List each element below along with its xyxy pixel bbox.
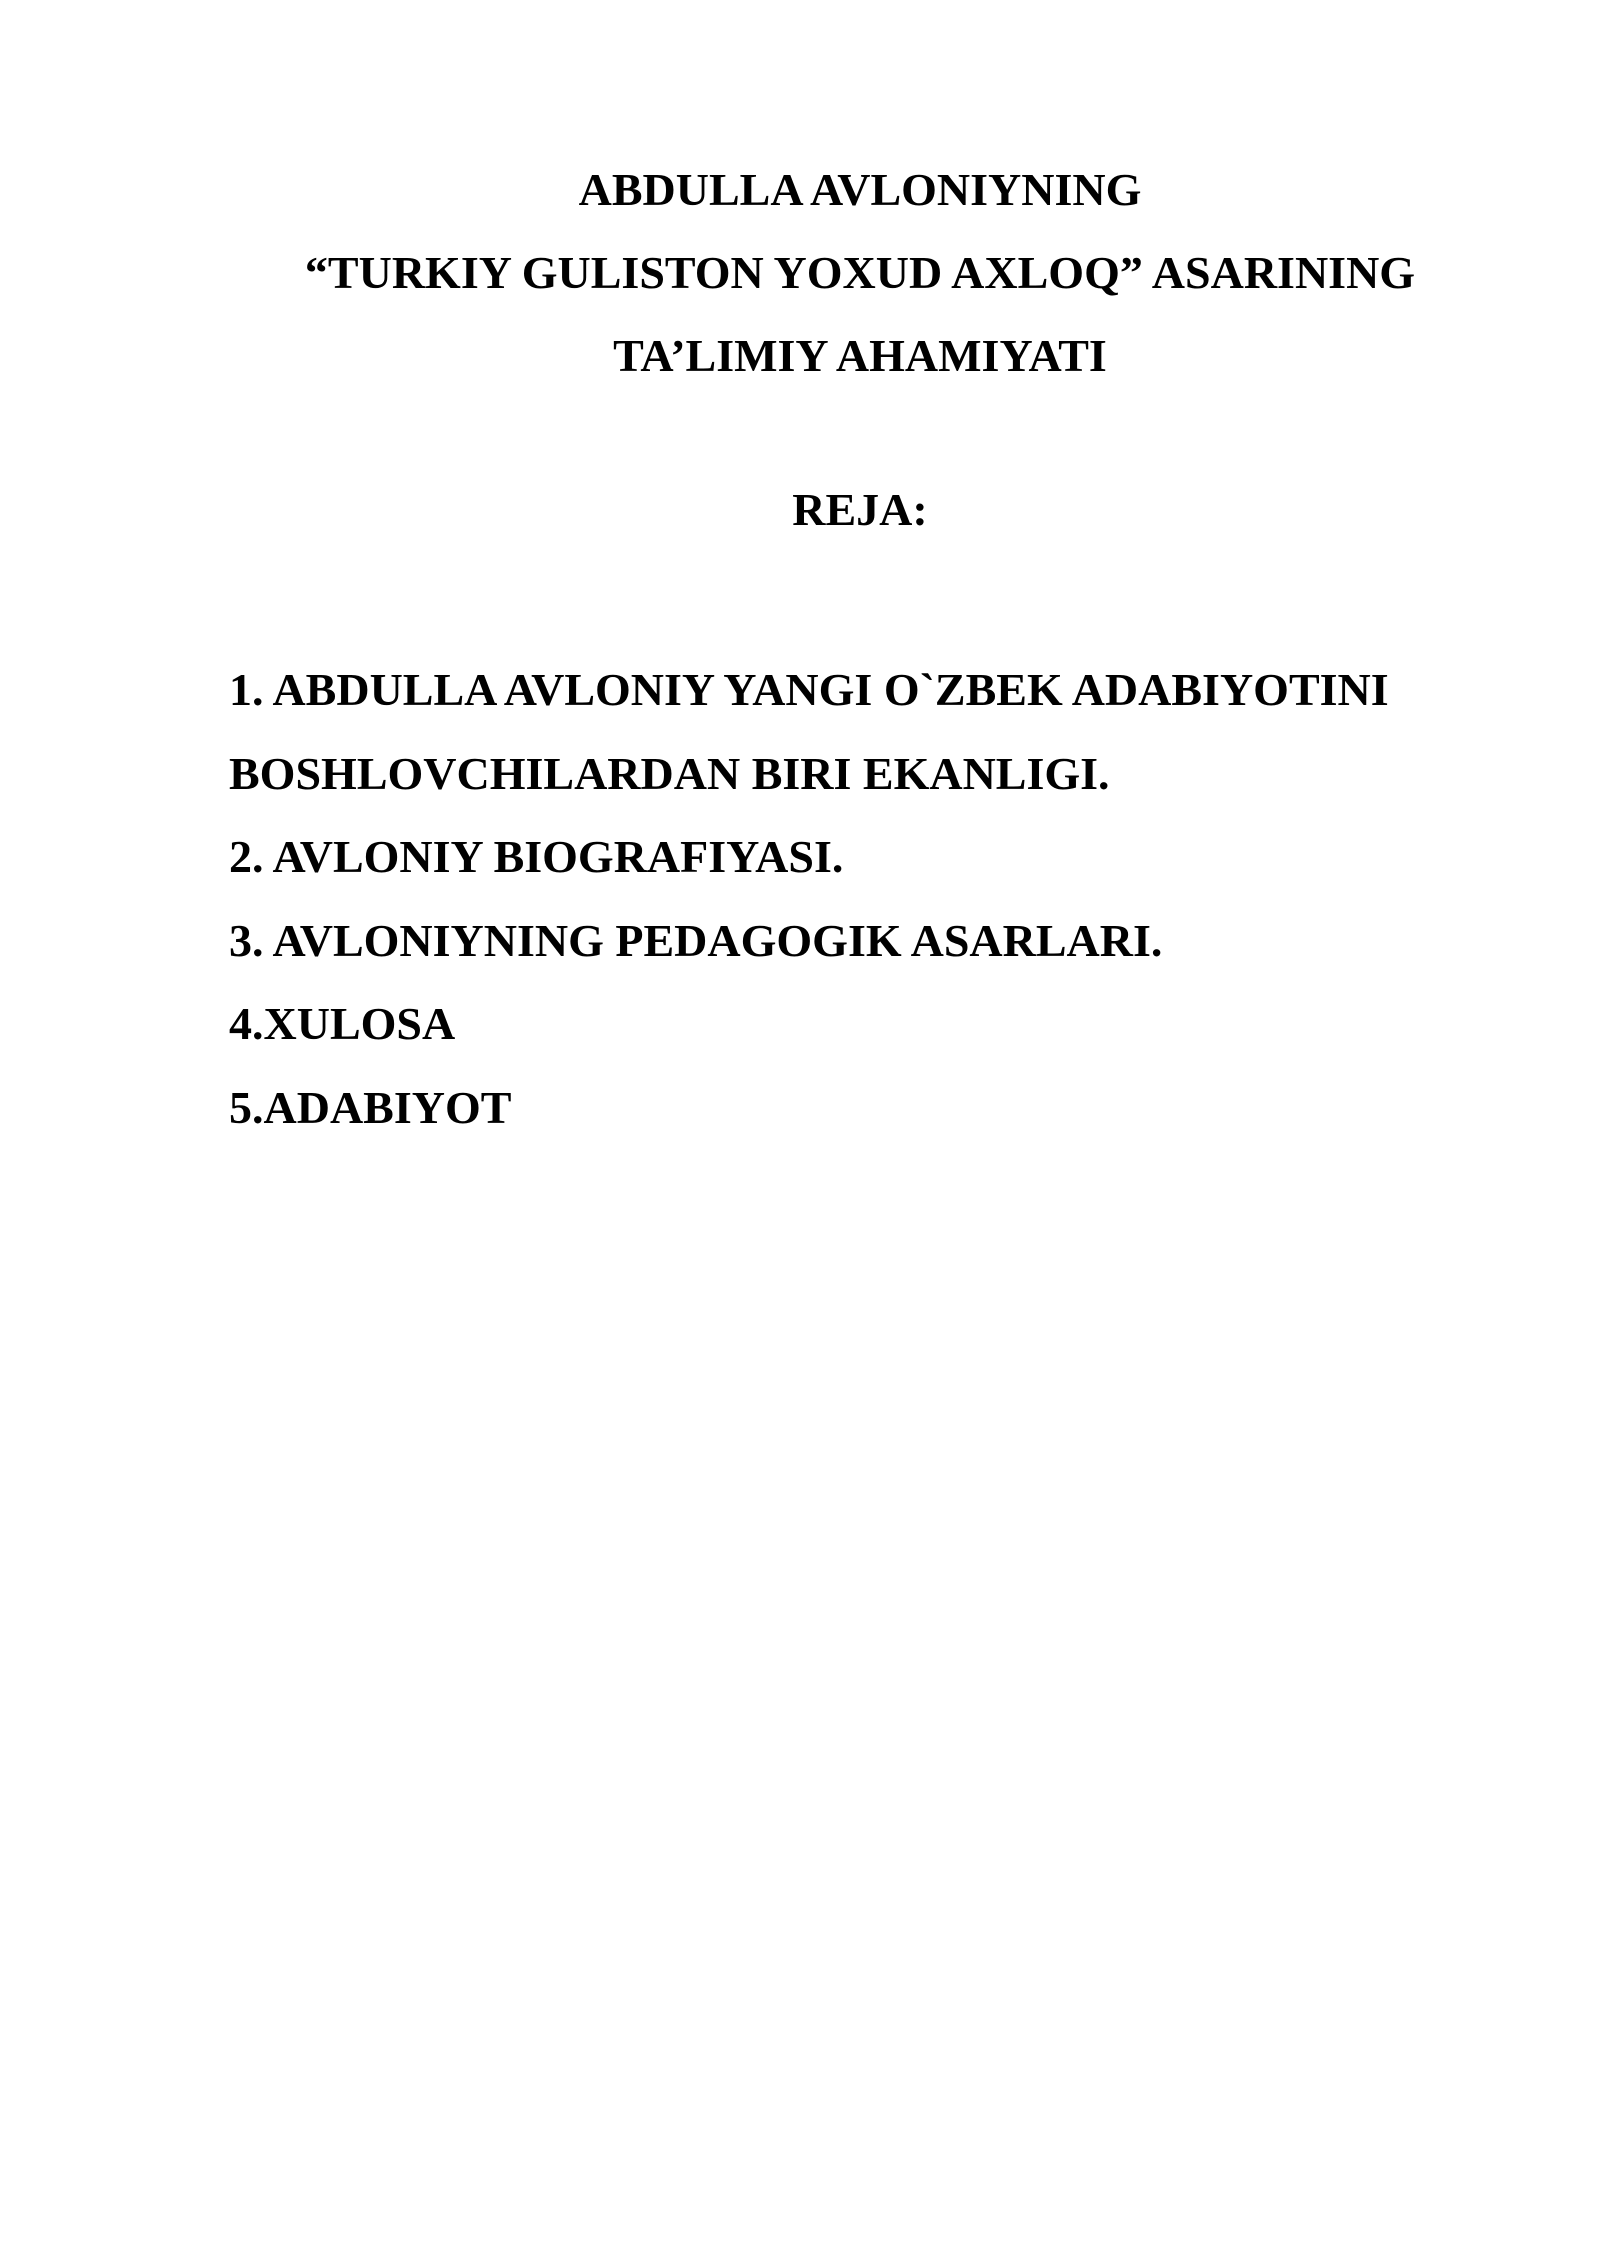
document-title [0,148,1600,397]
plan-item-2: 2. AVLONIY BIOGRAFIYASI. [229,831,844,882]
plan-item-4: 4.XULOSA [229,998,456,1049]
plan-item-5: 5.ADABIYOT [229,1081,512,1133]
plan-heading: REJA: [792,484,928,535]
title-line-1: ABDULLA AVLONIYNING [578,164,1142,215]
title-line-2: “TURKIY GULISTON YOXUD AXLOQ” ASARINING [304,247,1416,298]
plan-item-1: 1. ABDULLA AVLONIY YANGI O`ZBEK ADABIYOTINI [229,664,1389,715]
plan-item-3: 3. AVLONIYNING PEDAGOGIK ASARLARI. [229,914,1163,966]
title-line-3: TA’LIMIY AHAMIYATI [613,330,1107,381]
plan-item-1-continued: BOSHLOVCHILARDAN BIRI EKANLIGI. [229,747,1110,799]
plan-list [229,648,1529,1149]
